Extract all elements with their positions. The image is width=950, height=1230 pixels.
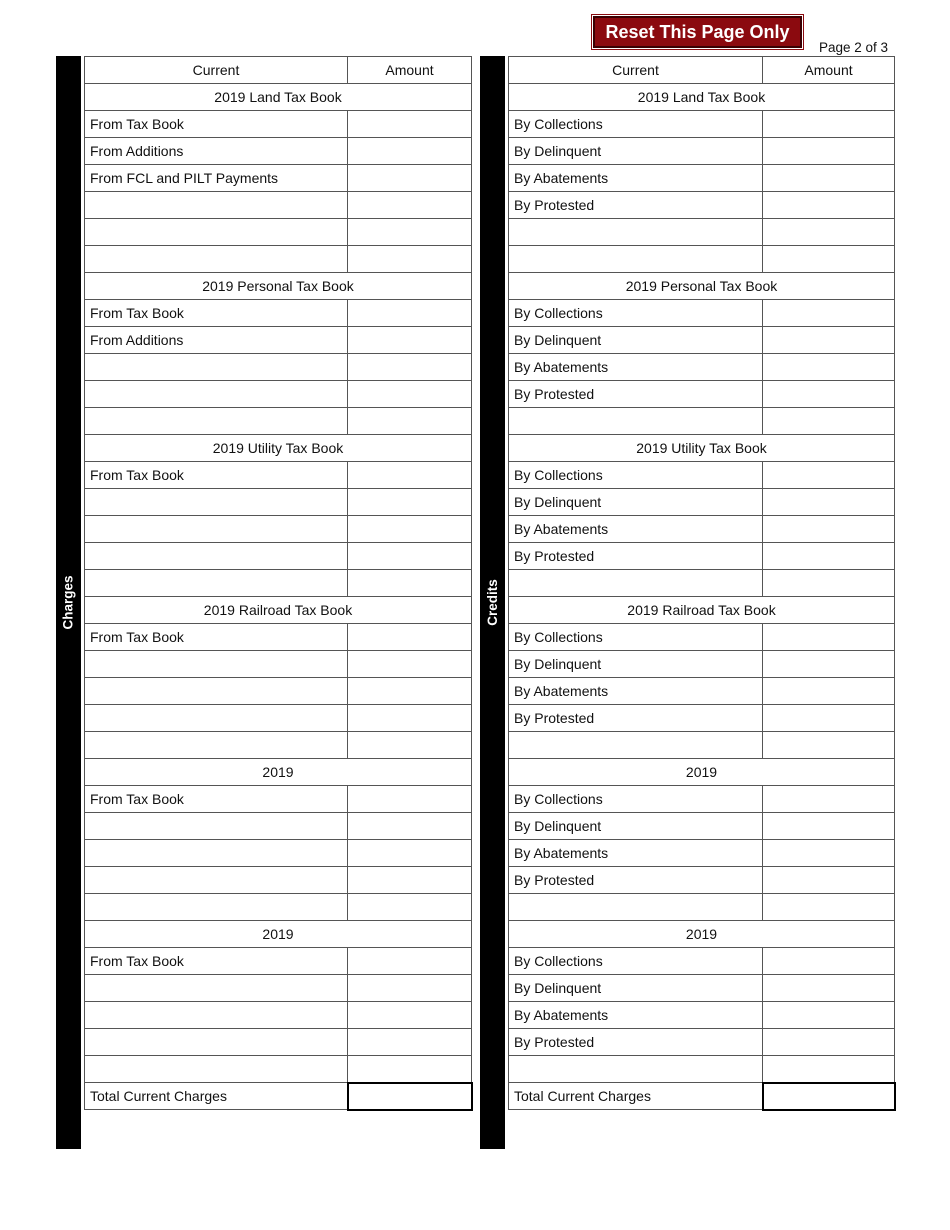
charges-item-label: From Tax Book (85, 300, 348, 327)
charges-item-row (85, 948, 472, 975)
credits-amount-field[interactable] (763, 813, 895, 840)
credits-item-label: By Abatements (509, 1002, 763, 1029)
credits-item-row (509, 624, 895, 651)
credits-item-row (509, 705, 895, 732)
credits-item-row (509, 948, 895, 975)
charges-item-row (85, 705, 472, 732)
charges-amount-field[interactable] (348, 138, 472, 165)
page-number: Page 2 of 3 (819, 40, 889, 55)
charges-total-label: Total Current Charges (85, 1083, 348, 1110)
charges-amount-field[interactable] (348, 489, 472, 516)
credits-item-row (509, 786, 895, 813)
charges-section-row (85, 759, 472, 786)
credits-item-row (509, 975, 895, 1002)
credits-item-label: By Abatements (509, 516, 763, 543)
charges-item-label (85, 894, 348, 921)
charges-item-label: From Tax Book (85, 948, 348, 975)
credits-item-label: By Abatements (509, 840, 763, 867)
credits-item-row (509, 1056, 895, 1083)
charges-item-label (85, 354, 348, 381)
credits-total-amount-field[interactable] (763, 1083, 895, 1110)
charges-item-label (85, 543, 348, 570)
credits-section-title: 2019 Utility Tax Book (509, 435, 895, 462)
charges-section-title: 2019 Personal Tax Book (85, 273, 472, 300)
credits-section-row (509, 273, 895, 300)
credits-item-row (509, 678, 895, 705)
credits-item-label: By Protested (509, 381, 763, 408)
charges-amount-field[interactable] (348, 111, 472, 138)
credits-item-label: By Collections (509, 462, 763, 489)
charges-amount-field[interactable] (348, 705, 472, 732)
charges-item-label (85, 813, 348, 840)
credits-item-label: By Abatements (509, 354, 763, 381)
credits-item-label: By Abatements (509, 678, 763, 705)
charges-item-row (85, 570, 472, 597)
credits-section-title: 2019 (509, 921, 895, 948)
charges-item-row (85, 894, 472, 921)
charges-amount-field[interactable] (348, 732, 472, 759)
charges-amount-field[interactable] (348, 408, 472, 435)
charges-total-amount-field[interactable] (348, 1083, 472, 1110)
charges-section-row (85, 597, 472, 624)
credits-amount-field[interactable] (763, 192, 895, 219)
charges-item-row (85, 300, 472, 327)
credits-item-label: By Collections (509, 111, 763, 138)
credits-item-row (509, 111, 895, 138)
credits-section-row (509, 921, 895, 948)
charges-amount-field[interactable] (348, 543, 472, 570)
charges-amount-field[interactable] (348, 1002, 472, 1029)
charges-item-label: From Tax Book (85, 111, 348, 138)
credits-item-row (509, 300, 895, 327)
charges-item-label (85, 1002, 348, 1029)
credits-item-label (509, 1056, 763, 1083)
charges-amount-field[interactable] (348, 1029, 472, 1056)
charges-item-label (85, 651, 348, 678)
charges-section-title: 2019 Utility Tax Book (85, 435, 472, 462)
credits-amount-field[interactable] (763, 165, 895, 192)
credits-amount-field[interactable] (763, 354, 895, 381)
credits-item-row (509, 408, 895, 435)
credits-item-label (509, 219, 763, 246)
charges-item-label: From Additions (85, 327, 348, 354)
charges-header-amount: Amount (348, 57, 472, 84)
credits-item-label: By Delinquent (509, 327, 763, 354)
credits-amount-field[interactable] (763, 1056, 895, 1083)
charges-item-label (85, 732, 348, 759)
credits-item-label (509, 408, 763, 435)
credits-amount-field[interactable] (763, 516, 895, 543)
credits-item-row (509, 867, 895, 894)
charges-amount-field[interactable] (348, 327, 472, 354)
credits-item-label: By Collections (509, 948, 763, 975)
charges-item-label (85, 975, 348, 1002)
charges-item-row (85, 840, 472, 867)
charges-amount-field[interactable] (348, 948, 472, 975)
reset-page-button[interactable]: Reset This Page Only (593, 16, 802, 48)
charges-item-row (85, 1029, 472, 1056)
credits-item-label: By Delinquent (509, 813, 763, 840)
charges-item-label (85, 246, 348, 273)
charges-table (84, 56, 473, 1111)
charges-item-row (85, 165, 472, 192)
charges-item-label: From Tax Book (85, 624, 348, 651)
credits-side-label: Credits (485, 579, 501, 626)
credits-item-label: By Collections (509, 624, 763, 651)
credits-amount-field[interactable] (763, 327, 895, 354)
charges-amount-field[interactable] (348, 219, 472, 246)
credits-item-row (509, 192, 895, 219)
credits-amount-field[interactable] (763, 246, 895, 273)
charges-item-row (85, 678, 472, 705)
credits-item-label: By Delinquent (509, 489, 763, 516)
credits-amount-field[interactable] (763, 489, 895, 516)
charges-item-row (85, 246, 472, 273)
credits-amount-field[interactable] (763, 786, 895, 813)
charges-item-row (85, 381, 472, 408)
charges-amount-field[interactable] (348, 462, 472, 489)
charges-item-row (85, 462, 472, 489)
credits-item-label: By Collections (509, 300, 763, 327)
credits-table (508, 56, 896, 1111)
credits-item-label: By Protested (509, 543, 763, 570)
credits-section-row (509, 84, 895, 111)
charges-item-row (85, 543, 472, 570)
charges-item-label (85, 570, 348, 597)
charges-total-row (85, 1083, 472, 1110)
charges-item-label: From Additions (85, 138, 348, 165)
charges-item-label: From FCL and PILT Payments (85, 165, 348, 192)
credits-amount-field[interactable] (763, 543, 895, 570)
credits-item-row (509, 732, 895, 759)
charges-item-row (85, 1056, 472, 1083)
credits-item-row (509, 516, 895, 543)
charges-header-current: Current (85, 57, 348, 84)
charges-amount-field[interactable] (348, 246, 472, 273)
charges-item-row (85, 732, 472, 759)
charges-item-row (85, 786, 472, 813)
credits-item-label (509, 246, 763, 273)
credits-section-title: 2019 Land Tax Book (509, 84, 895, 111)
charges-item-row (85, 138, 472, 165)
credits-amount-field[interactable] (763, 624, 895, 651)
credits-header-row (509, 57, 895, 84)
charges-item-label (85, 192, 348, 219)
charges-item-row (85, 354, 472, 381)
charges-amount-field[interactable] (348, 1056, 472, 1083)
credits-item-label: By Abatements (509, 165, 763, 192)
charges-item-row (85, 516, 472, 543)
credits-header-current: Current (509, 57, 763, 84)
credits-item-row (509, 219, 895, 246)
charges-item-row (85, 813, 472, 840)
charges-item-label (85, 1056, 348, 1083)
credits-amount-field[interactable] (763, 219, 895, 246)
credits-item-label: By Protested (509, 192, 763, 219)
charges-item-label (85, 381, 348, 408)
credits-amount-field[interactable] (763, 948, 895, 975)
charges-amount-field[interactable] (348, 840, 472, 867)
charges-side-label: Charges (61, 575, 76, 630)
credits-item-row (509, 1002, 895, 1029)
charges-amount-field[interactable] (348, 894, 472, 921)
charges-amount-field[interactable] (348, 570, 472, 597)
credits-item-label: By Delinquent (509, 975, 763, 1002)
charges-item-row (85, 219, 472, 246)
charges-section-title: 2019 Land Tax Book (85, 84, 472, 111)
credits-item-row (509, 570, 895, 597)
charges-amount-field[interactable] (348, 165, 472, 192)
credits-amount-field[interactable] (763, 138, 895, 165)
charges-item-label: From Tax Book (85, 462, 348, 489)
credits-item-label: By Protested (509, 705, 763, 732)
credits-section-title: 2019 Personal Tax Book (509, 273, 895, 300)
credits-amount-field[interactable] (763, 381, 895, 408)
charges-item-label (85, 705, 348, 732)
credits-item-label (509, 894, 763, 921)
charges-amount-field[interactable] (348, 624, 472, 651)
credits-item-label: By Delinquent (509, 651, 763, 678)
charges-item-label (85, 516, 348, 543)
charges-amount-field[interactable] (348, 192, 472, 219)
credits-section-title: 2019 Railroad Tax Book (509, 597, 895, 624)
charges-item-row (85, 192, 472, 219)
charges-amount-field[interactable] (348, 354, 472, 381)
credits-side-bar (480, 56, 505, 1149)
credits-item-label: By Protested (509, 867, 763, 894)
credits-item-row (509, 840, 895, 867)
credits-amount-field[interactable] (763, 1029, 895, 1056)
charges-item-row (85, 408, 472, 435)
credits-section-row (509, 435, 895, 462)
charges-section-title: 2019 Railroad Tax Book (85, 597, 472, 624)
credits-amount-field[interactable] (763, 570, 895, 597)
charges-header-row (85, 57, 472, 84)
credits-amount-field[interactable] (763, 1002, 895, 1029)
charges-item-label: From Tax Book (85, 786, 348, 813)
credits-item-row (509, 381, 895, 408)
charges-section-row (85, 921, 472, 948)
credits-item-row (509, 543, 895, 570)
charges-item-row (85, 975, 472, 1002)
credits-amount-field[interactable] (763, 732, 895, 759)
credits-item-label: By Collections (509, 786, 763, 813)
credits-section-row (509, 597, 895, 624)
charges-item-label (85, 219, 348, 246)
credits-item-row (509, 327, 895, 354)
credits-amount-field[interactable] (763, 300, 895, 327)
credits-item-row (509, 489, 895, 516)
charges-amount-field[interactable] (348, 678, 472, 705)
charges-item-label (85, 1029, 348, 1056)
credits-item-row (509, 813, 895, 840)
charges-section-row (85, 84, 472, 111)
charges-amount-field[interactable] (348, 813, 472, 840)
credits-amount-field[interactable] (763, 111, 895, 138)
charges-item-row (85, 111, 472, 138)
credits-section-row (509, 759, 895, 786)
credits-amount-field[interactable] (763, 975, 895, 1002)
credits-amount-field[interactable] (763, 840, 895, 867)
charges-item-row (85, 867, 472, 894)
credits-amount-field[interactable] (763, 894, 895, 921)
credits-item-row (509, 894, 895, 921)
credits-amount-field[interactable] (763, 462, 895, 489)
charges-amount-field[interactable] (348, 786, 472, 813)
credits-item-label: By Delinquent (509, 138, 763, 165)
credits-amount-field[interactable] (763, 867, 895, 894)
credits-item-row (509, 651, 895, 678)
charges-item-row (85, 651, 472, 678)
credits-amount-field[interactable] (763, 678, 895, 705)
charges-item-row (85, 624, 472, 651)
credits-item-label: By Protested (509, 1029, 763, 1056)
charges-amount-field[interactable] (348, 975, 472, 1002)
credits-header-amount: Amount (763, 57, 895, 84)
charges-section-row (85, 273, 472, 300)
charges-section-title: 2019 (85, 759, 472, 786)
charges-amount-field[interactable] (348, 381, 472, 408)
charges-item-label (85, 867, 348, 894)
credits-amount-field[interactable] (763, 651, 895, 678)
charges-item-label (85, 840, 348, 867)
credits-total-row (509, 1083, 895, 1110)
credits-item-row (509, 165, 895, 192)
charges-item-label (85, 408, 348, 435)
charges-item-label (85, 489, 348, 516)
charges-amount-field[interactable] (348, 651, 472, 678)
charges-amount-field[interactable] (348, 867, 472, 894)
charges-section-row (85, 435, 472, 462)
credits-item-row (509, 246, 895, 273)
charges-item-row (85, 1002, 472, 1029)
charges-item-label (85, 678, 348, 705)
charges-amount-field[interactable] (348, 300, 472, 327)
credits-item-label (509, 732, 763, 759)
charges-side-bar (56, 56, 81, 1149)
credits-total-label: Total Current Charges (509, 1083, 763, 1110)
charges-section-title: 2019 (85, 921, 472, 948)
credits-section-title: 2019 (509, 759, 895, 786)
credits-item-row (509, 1029, 895, 1056)
credits-amount-field[interactable] (763, 408, 895, 435)
credits-item-label (509, 570, 763, 597)
credits-item-row (509, 354, 895, 381)
charges-item-row (85, 327, 472, 354)
credits-item-row (509, 138, 895, 165)
charges-item-row (85, 489, 472, 516)
credits-item-row (509, 462, 895, 489)
credits-amount-field[interactable] (763, 705, 895, 732)
charges-amount-field[interactable] (348, 516, 472, 543)
